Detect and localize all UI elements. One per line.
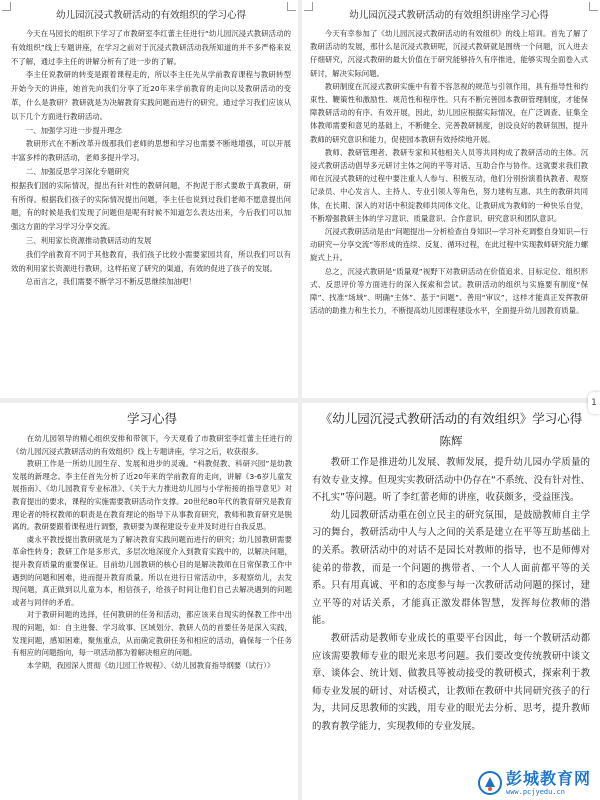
- section-heading: 一、加强学习进一步提升理念: [25, 125, 122, 135]
- watermark-site-url: www.pcjyedu.cn: [505, 787, 565, 796]
- paragraph: 根据我们园的实际情况，提出有针对性的教研问题，不拘泥于形式要敢于真教研，研有所得。根据我们孩子的实际情况提出问题，李主任也说到过我们老师不愿意提出问题，有的时候是我们发现了问题但是呢有时候不知道怎么表达出来，今后我们可以加强这方面的学习学习分享交流。: [11, 180, 291, 232]
- section-heading: 二、加强反思学习深化专题研究: [25, 166, 130, 176]
- paragraph: 幼儿园教研活动重在创立民主的研究氛围，是鼓励教师自主学习的舞台，教研活动中人与人之间的关系是建立在平等互助基础上的关系。教研活动中的对话不是园长对教师的指导，也不是师傅对徒弟的带教，而是一个问题的携带者、一个人人面前都平等的关系。只有用真诚、平和的态度参与每一次教研活动问题的探讨，建立平等的对话关系，才能真正激发群体智慧，发挥每位教师的潜能。: [312, 509, 590, 627]
- site-logo-icon: [477, 770, 503, 796]
- crop-mark: [304, 2, 313, 11]
- paragraph: 教研形式在不断改革升级那我们老师的思想和学习也需要不断地增强，可以开展丰富多样的教研活动，老师多提升学习。: [11, 139, 291, 163]
- paragraph: 今天有幸参加了《幼儿园沉浸式教研活动的有效组织》的线上培训。首先了解了教研活动的发展，那什么是沉浸式教研呢，沉浸式教研就是围绕一个问题，沉入进去仔细研究，沉浸式教研的最大价值在于研究能够持久有序推进，能够实现全面卷入式研讨，解决实际问题。: [310, 29, 588, 78]
- document-page-3: [0, 403, 298, 800]
- page-title: 《幼儿园沉浸式教研活动的有效组织》学习心得: [319, 411, 583, 426]
- paragraph: 今天在马园长的组织下学习了市教研室李红蕾主任进行“幼儿园沉浸式教研活动的有效组织”线上专题讲座，在学习之前对于沉浸式教研活动我所知道的并不多严格来说不了解，通过李主任的讲解分析有了进一步的了解。: [11, 29, 291, 66]
- paragraph: 虞永平教授提出教研就是为了解决教育实践问题而进行的研究；幼儿园教研需要革命性转身；教研工作是多形式、多层次地深度介入到教育实践中的，以解决问题，提升教育质量的重要保证。目前幼儿园教研的核心目的是解决教师在日常保教工作中遇到的问题和困难，进而提升教育质量。所以在进行日常活动中，多观察幼儿，去发现问题，真正做到以儿童为本，相信孩子，给孩子时间让他们自己去解决遇到的问题或者与同伴的矛盾。: [12, 534, 292, 607]
- paragraph: 教研工作是一所幼儿园生存、发展和进步的灵魂。“科教促教、科研兴园”是幼教发展的新理念。李主任首先分析了近20年来的学前教育的走向，讲解《3-6岁儿童发展指南》、《幼儿园教育专业标准》、《关于大力推进幼儿园与小学衔接的指导意见》对教育提出的要求，课程的实施需要教研活动作支撑。20世纪80年代的教育研究是教育理论者的特权教师的职责是在教育理论的指导下从事教育研究，教师和教育研究是脱离的。教研要跟着课程进行调整，教研要为课程建设专业并及时进行自我反思。: [12, 459, 292, 532]
- document-page-2: [302, 0, 600, 398]
- watermark-site-name: 彭城教育网: [505, 768, 591, 788]
- crop-mark: [287, 2, 296, 11]
- page-title: 幼儿园沉浸式教研活动的有效组织的学习心得: [55, 10, 246, 21]
- paragraph: 在幼儿园领导的精心组织安排和带领下，今天观看了市教研室李红蕾主任进行的《幼儿园沉浸式教研活动的有效组织》线上专题讲座，学习之后，收获很多。: [12, 434, 292, 456]
- paragraph: 李主任说教研的转变是跟着课程走的，所以李主任先从学前教育课程与教研转型开始今天的讲座，她首先向我们分享了近20年来学前教育的走向以及教研活动的变革，什么是教研？教研就是为决解教育实践问题而进行的研究。通过学习我们应该从以下几个方面进行教研活动。: [11, 70, 291, 121]
- crop-mark: [2, 2, 11, 11]
- document-page-4: [302, 403, 600, 800]
- page-title: 学习心得: [126, 411, 177, 426]
- paragraph: 教研工作是推进幼儿发展、教师发展，提升幼儿园办学质量的有效专业支撑。但现实实教研活动中仍存在“不系统、没有针对性、不扎实”等问题。听了李红蕾老师的讲座，收获颇多，受益匪浅。: [312, 457, 590, 504]
- paragraph: 教师、教研管理者、教研专家和其他相关人员等共同构成了教研活动的主体。沉浸式教研活动倡导多元研讨主体之间的平等对话、互助合作与协作。这就要求我们教师在沉浸式教研的过程中要注重人人参与、积极互动，他们分别扮演着执教者、观察记录员、中心发言人、主持人、专业引领人等角色，努力建构互惠、共生的教研共同体，在长期、深入的对话中积淀教师共同体文化，让教研成为教师的一种快乐自觉，不断增强教研主体的学习意识、质量意识、合作意识、研究意识和团队意识。: [310, 147, 588, 223]
- paragraph: 本学期，我园深入贯彻《幼儿园工作规程》、《幼儿园教育指导纲要（试行）》: [26, 660, 275, 670]
- paragraph: 总而言之，我们需要不断学习不断反思继续加油吧！: [25, 277, 196, 287]
- page-title: 幼儿园沉浸式教研活动的有效组织讲座学习心得: [349, 10, 549, 21]
- page-number-tab[interactable]: 1: [588, 392, 600, 414]
- paragraph: 我们学前教育不同于其他教育，我们孩子比较小需要家园共育，所以我们可以有效的利用家长资源进行教研，这样拓宽了研究的渠道，有效的促进了孩子的发展。: [11, 249, 291, 273]
- paragraph: 总之，沉浸式教研是“质量观”视野下对教研活动在价值追求、目标定位、组织形式、反思评价等方面进行的深入探索和尝试。教研活动的组织与实施要有制度“保障”、找准“场域”、明确“主体”、基于“问题”、善用“审议”，这样才能真正发挥教研活动的助推力和生长力，不断提高幼儿园课程建设水平，全面提升幼儿园教育质量。: [310, 266, 588, 316]
- document-page-1: [0, 0, 298, 398]
- author-name: 陈辉: [439, 434, 463, 448]
- paragraph: 教研制度在沉浸式教研实施中有着不容忽视的规范与引领作用，具有指导性和约束性、鞭策性和激励性、规范性和程序性。只有不断完善园本教研管理制度，才能保障教研活动的有序、有效开展，因此，幼儿园应根据实际情况，在广泛调查、征集全体教师需要和意见的基础上，不断健全、完善教研制度，创设良好的教研氛围，提升教师的研究意识和能力，促使园本教研有效持续地开展。: [310, 81, 588, 144]
- section-heading: 三、利用家长资源推动教研活动的发展: [25, 235, 152, 245]
- paragraph: 教研活动是教师专业成长的重要平台因此，每一个教研活动都应该需要教师专业的眼光来思考问题。我们要改变传统教研中谈文章、谈体会、统计划、做教具等被动接受的教研模式，探索利于教师专业发展的研讨、对话模式，让教师在教研中共同研究孩子的行为，共同反思教师的实践，用专业的眼光去分析、思考，提升教师的教育教学能力，实现教师的专业发展。: [312, 632, 590, 732]
- site-watermark: [474, 768, 594, 798]
- paragraph: 对于教研问题的选择，任何教研的任务和活动，都应该来自现实的保教工作中出现的问题，如：自主进餐、学习故事、区域划分、教研人员的首要任务是深入实践，发现问题，感知困难，聚焦重点，从而确定教研任务和相应的活动，确保每一个任务有相应的问题指向，每一项活动都为着解决相应的问题。: [12, 610, 292, 658]
- paragraph: 沉浸式教研活动是由“问题提出—分析检查自身知识—学习补充调整自身知识—行动研究—分享交流”等形成的连续、反复、循环过程，在此过程中实现教师研究能力螺旋式上升。: [310, 227, 588, 263]
- crop-mark: [589, 2, 598, 11]
